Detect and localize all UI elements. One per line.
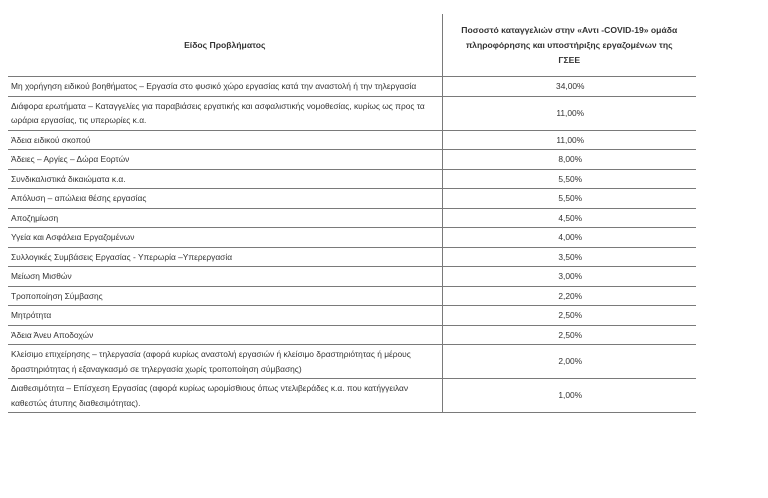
- table-row: [8, 325, 696, 345]
- table-row: [8, 286, 696, 306]
- problem-type-cell: Μητρότητα: [8, 306, 442, 326]
- problem-type-cell: Κλείσιμο επιχείρησης – τηλεργασία (αφορά κυρίως αναστολή εργασιών ή κλείσιμο δραστηριότητας ή μέρους δραστηριότητας ή εξαναγκασμό σε τηλεργασία χωρίς τροποποίηση σύμβασης): [8, 345, 442, 379]
- table-row: [8, 77, 696, 97]
- problem-type-cell: Αποζημίωση: [8, 208, 442, 228]
- table-row: [8, 169, 696, 189]
- problem-type-cell: Απόλυση – απώλεια θέσης εργασίας: [8, 189, 442, 209]
- problem-type-cell: Συλλογικές Συμβάσεις Εργασίας - Υπερωρία –Υπερεργασία: [8, 247, 442, 267]
- table-header-row: [8, 14, 696, 77]
- table-row: [8, 150, 696, 170]
- percentage-cell: 1,00%: [442, 379, 696, 413]
- problem-type-cell: Συνδικαλιστικά δικαιώματα κ.α.: [8, 169, 442, 189]
- problem-type-cell: Διάφορα ερωτήματα – Καταγγελίες για παραβιάσεις εργατικής και ασφαλιστικής νομοθεσίας, κυρίως ως προς τα ωράρια εργασίας, τις υπερωρίες κ.α.: [8, 96, 442, 130]
- table-row: [8, 130, 696, 150]
- header-problem-type: Είδος Προβλήματος: [8, 14, 442, 77]
- percentage-cell: 4,00%: [442, 228, 696, 248]
- problem-type-cell: Άδειες – Αργίες – Δώρα Εορτών: [8, 150, 442, 170]
- table-row: [8, 208, 696, 228]
- percentage-cell: 34,00%: [442, 77, 696, 97]
- table-row: [8, 247, 696, 267]
- percentage-cell: 3,00%: [442, 267, 696, 287]
- table-row: [8, 379, 696, 413]
- problem-type-cell: Υγεία και Ασφάλεια Εργαζομένων: [8, 228, 442, 248]
- percentage-cell: 5,50%: [442, 169, 696, 189]
- percentage-cell: 11,00%: [442, 96, 696, 130]
- percentage-cell: 8,00%: [442, 150, 696, 170]
- problem-type-cell: Μη χορήγηση ειδικού βοηθήματος – Εργασία στο φυσικό χώρο εργασίας κατά την αναστολή ή την τηλεργασία: [8, 77, 442, 97]
- complaints-table-container: [8, 14, 696, 413]
- table-row: [8, 345, 696, 379]
- percentage-cell: 2,50%: [442, 325, 696, 345]
- table-row: [8, 189, 696, 209]
- percentage-cell: 2,00%: [442, 345, 696, 379]
- complaints-table: [8, 14, 696, 413]
- percentage-cell: 5,50%: [442, 189, 696, 209]
- problem-type-cell: Άδεια ειδικού σκοπού: [8, 130, 442, 150]
- table-row: [8, 267, 696, 287]
- problem-type-cell: Άδεια Άνευ Αποδοχών: [8, 325, 442, 345]
- percentage-cell: 2,50%: [442, 306, 696, 326]
- table-row: [8, 228, 696, 248]
- problem-type-cell: Διαθεσιμότητα – Επίσχεση Εργασίας (αφορά κυρίως ωρομίσθιους όπως ντελιβεράδες κ.α. που κατήγγειλαν καθεστώς άτυπης διαθεσιμότητας).: [8, 379, 442, 413]
- percentage-cell: 3,50%: [442, 247, 696, 267]
- percentage-cell: 4,50%: [442, 208, 696, 228]
- percentage-cell: 11,00%: [442, 130, 696, 150]
- problem-type-cell: Τροποποίηση Σύμβασης: [8, 286, 442, 306]
- table-row: [8, 96, 696, 130]
- problem-type-cell: Μείωση Μισθών: [8, 267, 442, 287]
- header-complaint-percentage: Ποσοστό καταγγελιών στην «Αντι -COVID-19» ομάδα πληροφόρησης και υποστήριξης εργαζομένων της ΓΣΕΕ: [461, 24, 678, 65]
- table-row: [8, 306, 696, 326]
- percentage-cell: 2,20%: [442, 286, 696, 306]
